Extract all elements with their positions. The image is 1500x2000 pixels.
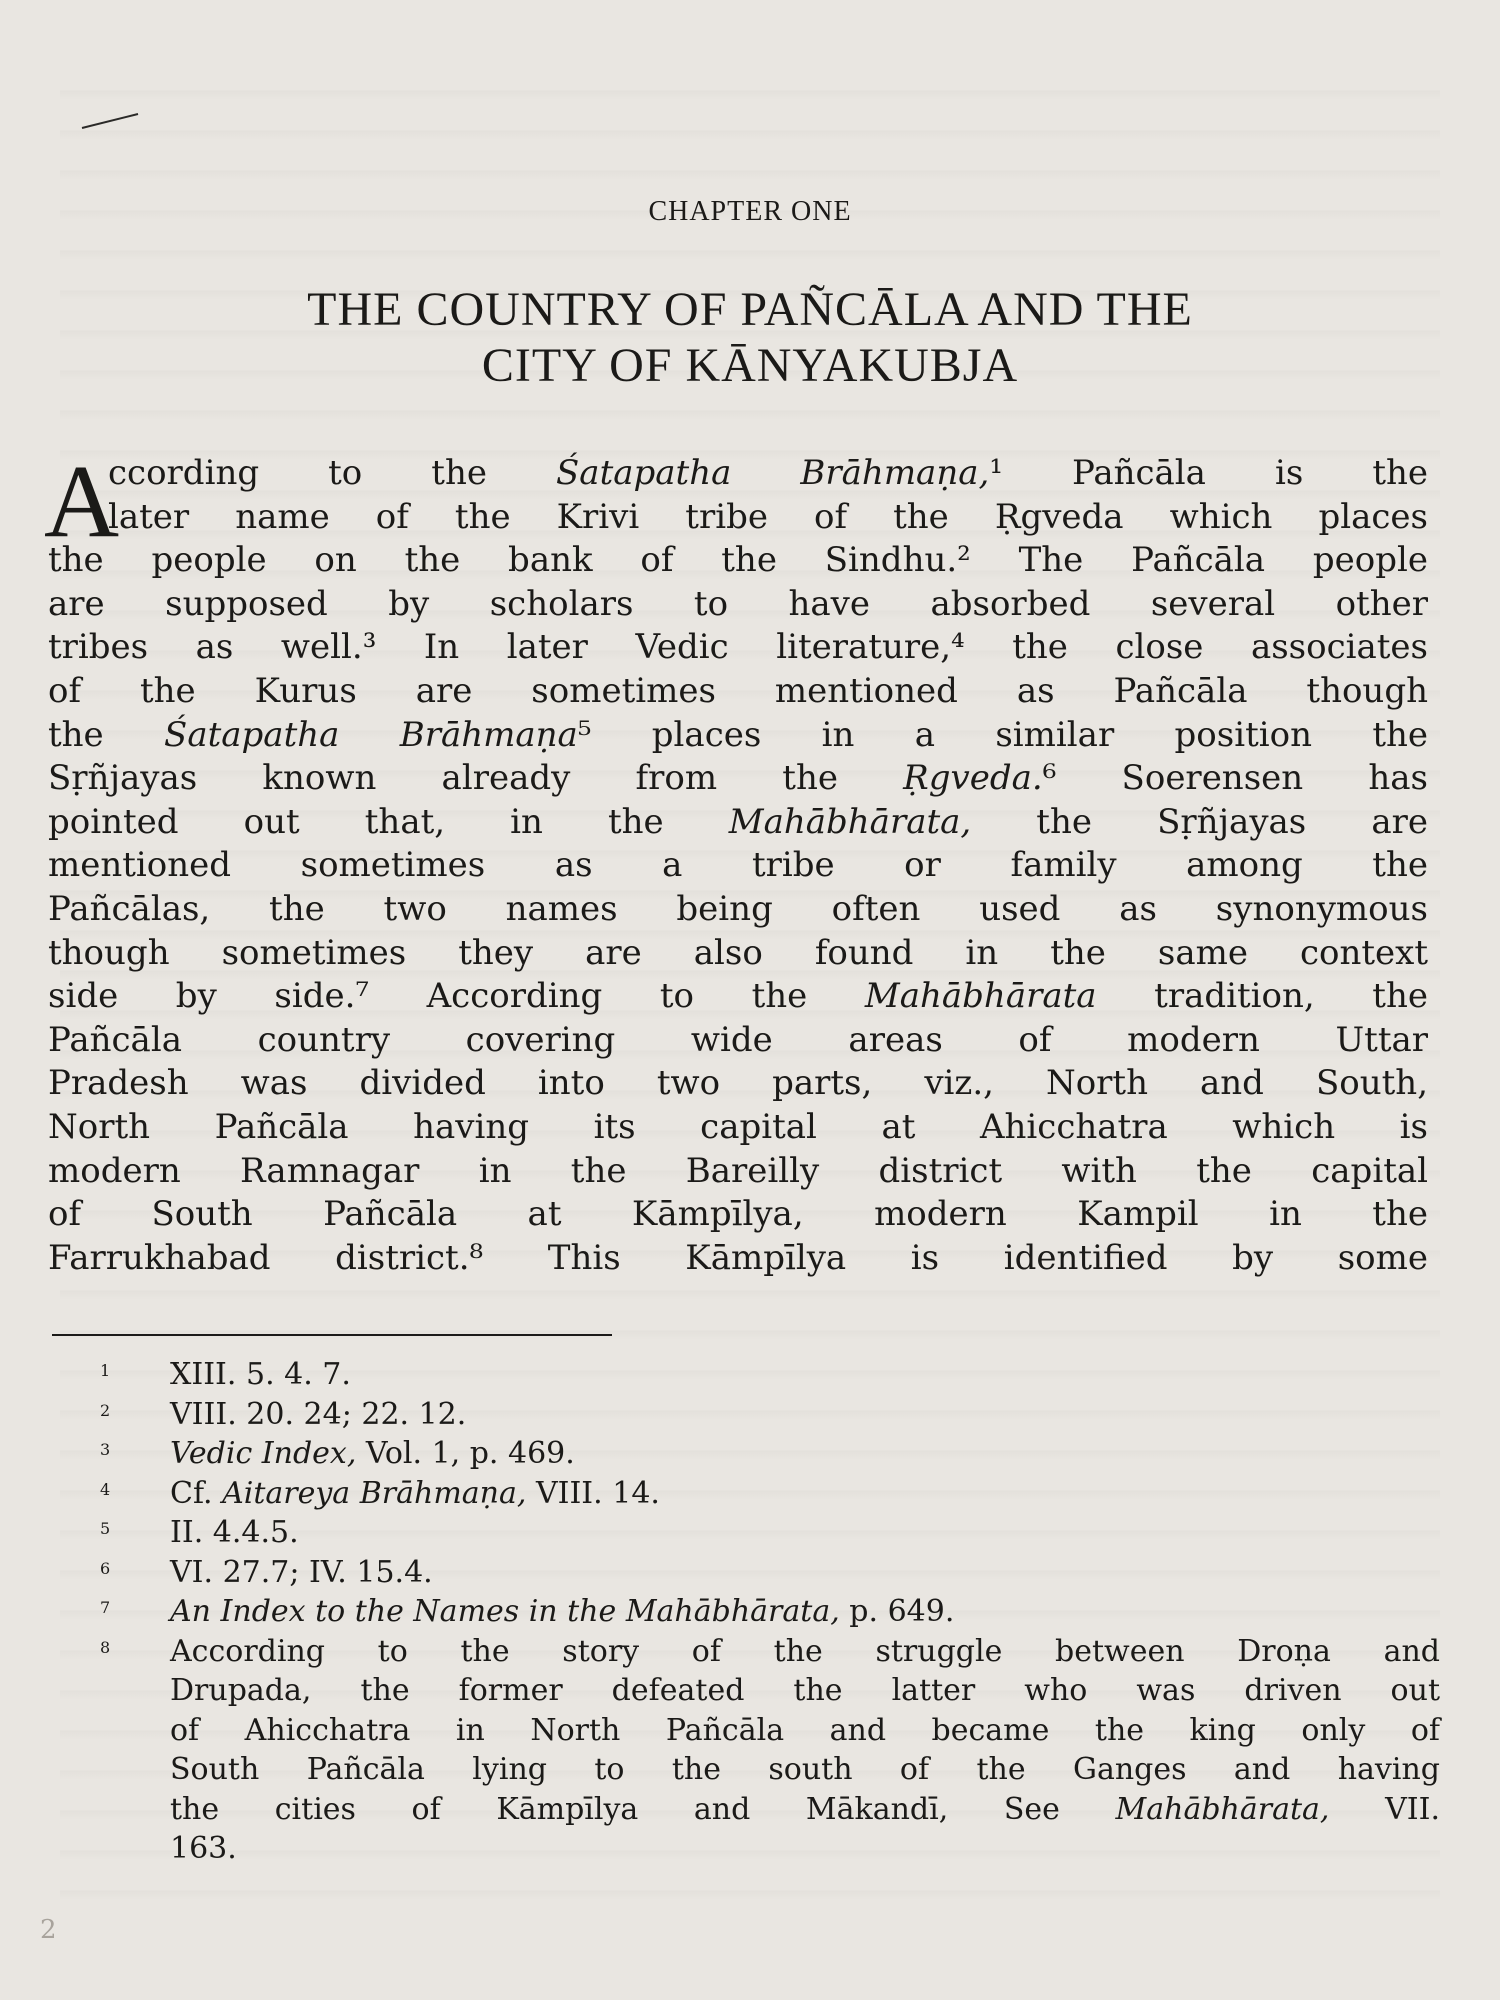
body-line: though sometimes they are also found in the same context <box>48 932 1428 973</box>
footnote-6 <box>100 1553 1440 1593</box>
italic-term: Mahābhārata <box>864 976 1097 1017</box>
body-line: Pañcāla country covering wide areas of modern Uttar <box>48 1019 1428 1060</box>
chapter-title-line-1: THE COUNTRY OF PAÑCĀLA AND THE <box>307 283 1193 336</box>
body-line: the Śatapatha Brāhmaṇa⁵ places in a similar position the <box>48 714 1429 755</box>
page-number: 2 <box>40 1915 57 1945</box>
footnote-2 <box>100 1395 1440 1435</box>
footnote-text: An Index to the Names in the Mahābhārata, p. 649. <box>170 1594 955 1629</box>
footnote-5 <box>100 1513 1440 1553</box>
footnote-text: the cities of Kāmpīlya and Mākandī, See Mahābhārata, VII. <box>170 1791 1440 1827</box>
footnote-text: VIII. 20. 24; 22. 12. <box>170 1396 467 1432</box>
footnote-text: According to the story of the struggle between Droṇa and <box>170 1633 1440 1669</box>
body-line: North Pañcāla having its capital at Ahicchatra which is <box>48 1106 1428 1147</box>
body-line: modern Ramnagar in the Bareilly district with the capital <box>48 1150 1428 1191</box>
footnote-divider <box>52 1334 612 1336</box>
body-line: later name of the Krivi tribe of the Ṛgveda which places <box>108 496 1428 537</box>
footnote-number: 6 <box>100 1558 111 1578</box>
pencil-mark-icon <box>80 110 140 130</box>
body-line: of the Kurus are sometimes mentioned as Pañcāla though <box>48 670 1428 711</box>
body-text <box>48 452 1428 1280</box>
body-line: pointed out that, in the Mahābhārata, the Sṛñjayas are <box>48 801 1428 842</box>
footnote-text: Vedic Index, Vol. 1, p. 469. <box>170 1436 575 1471</box>
footnote-number: 8 <box>100 1637 111 1657</box>
body-line: of South Pañcāla at Kāmpīlya, modern Kampil in the <box>48 1194 1428 1235</box>
footnote-7 <box>100 1592 1440 1632</box>
footnote-text: VI. 27.7; IV. 15.4. <box>170 1554 433 1590</box>
footnote-number: 4 <box>100 1479 111 1499</box>
italic-term: Śatapatha Brāhmaṇa, <box>556 453 990 493</box>
footnote-3 <box>100 1434 1440 1474</box>
body-line: Pañcālas, the two names being often used as synonymous <box>48 888 1428 929</box>
footnote-text: Cf. Aitareya Brāhmaṇa, VIII. 14. <box>170 1475 660 1511</box>
footnote-text: of Ahicchatra in North Pañcāla and became the king only of <box>170 1712 1440 1748</box>
footnote-text: II. 4.4.5. <box>170 1515 299 1550</box>
footnote-number: 3 <box>100 1440 111 1459</box>
chapter-label: CHAPTER ONE <box>648 196 852 227</box>
body-line: side by side.⁷ According to the Mahābhārata tradition, the <box>48 976 1428 1017</box>
body-line: the people on the bank of the Sindhu.² The Pañcāla people <box>48 540 1428 581</box>
footnote-number: 7 <box>100 1598 111 1617</box>
footnote-number: 1 <box>100 1361 111 1380</box>
italic-term: Ṛgveda. <box>903 758 1043 799</box>
body-line: Farrukhabad district.⁸ This Kāmpīlya is identified by some <box>48 1237 1428 1278</box>
body-line: are supposed by scholars to have absorbed several other <box>48 583 1428 624</box>
footnote-text: South Pañcāla lying to the south of the Ganges and having <box>170 1752 1440 1787</box>
footnote-8 <box>100 1632 1440 1869</box>
body-line: tribes as well.³ In later Vedic literature,⁴ the close associates <box>48 627 1428 668</box>
footnote-text: Drupada, the former defeated the latter who was driven out <box>170 1673 1440 1708</box>
footnote-1 <box>100 1355 1440 1395</box>
chapter-title <box>0 282 1500 394</box>
italic-term: Śatapatha Brāhmaṇa <box>164 714 578 755</box>
italic-term: Mahābhārata, <box>728 801 972 842</box>
footnote-text: XIII. 5. 4. 7. <box>170 1357 351 1392</box>
footnote-number: 2 <box>100 1400 111 1420</box>
footnote-text: 163. <box>170 1831 237 1866</box>
body-line: Pradesh was divided into two parts, viz., North and South, <box>48 1063 1428 1104</box>
body-line: ccording to the Śatapatha Brāhmaṇa,¹ Pañcāla is the <box>108 453 1429 493</box>
body-line: Sṛñjayas known already from the Ṛgveda.⁶ Soerensen has <box>48 758 1428 799</box>
body-line: mentioned sometimes as a tribe or family among the <box>48 845 1428 886</box>
chapter-title-line-2: CITY OF KĀNYAKUBJA <box>481 339 1019 392</box>
footnote-4 <box>100 1474 1440 1514</box>
footnotes <box>100 1355 1440 1869</box>
footnote-number: 5 <box>100 1519 111 1538</box>
drop-cap: A <box>44 444 120 559</box>
